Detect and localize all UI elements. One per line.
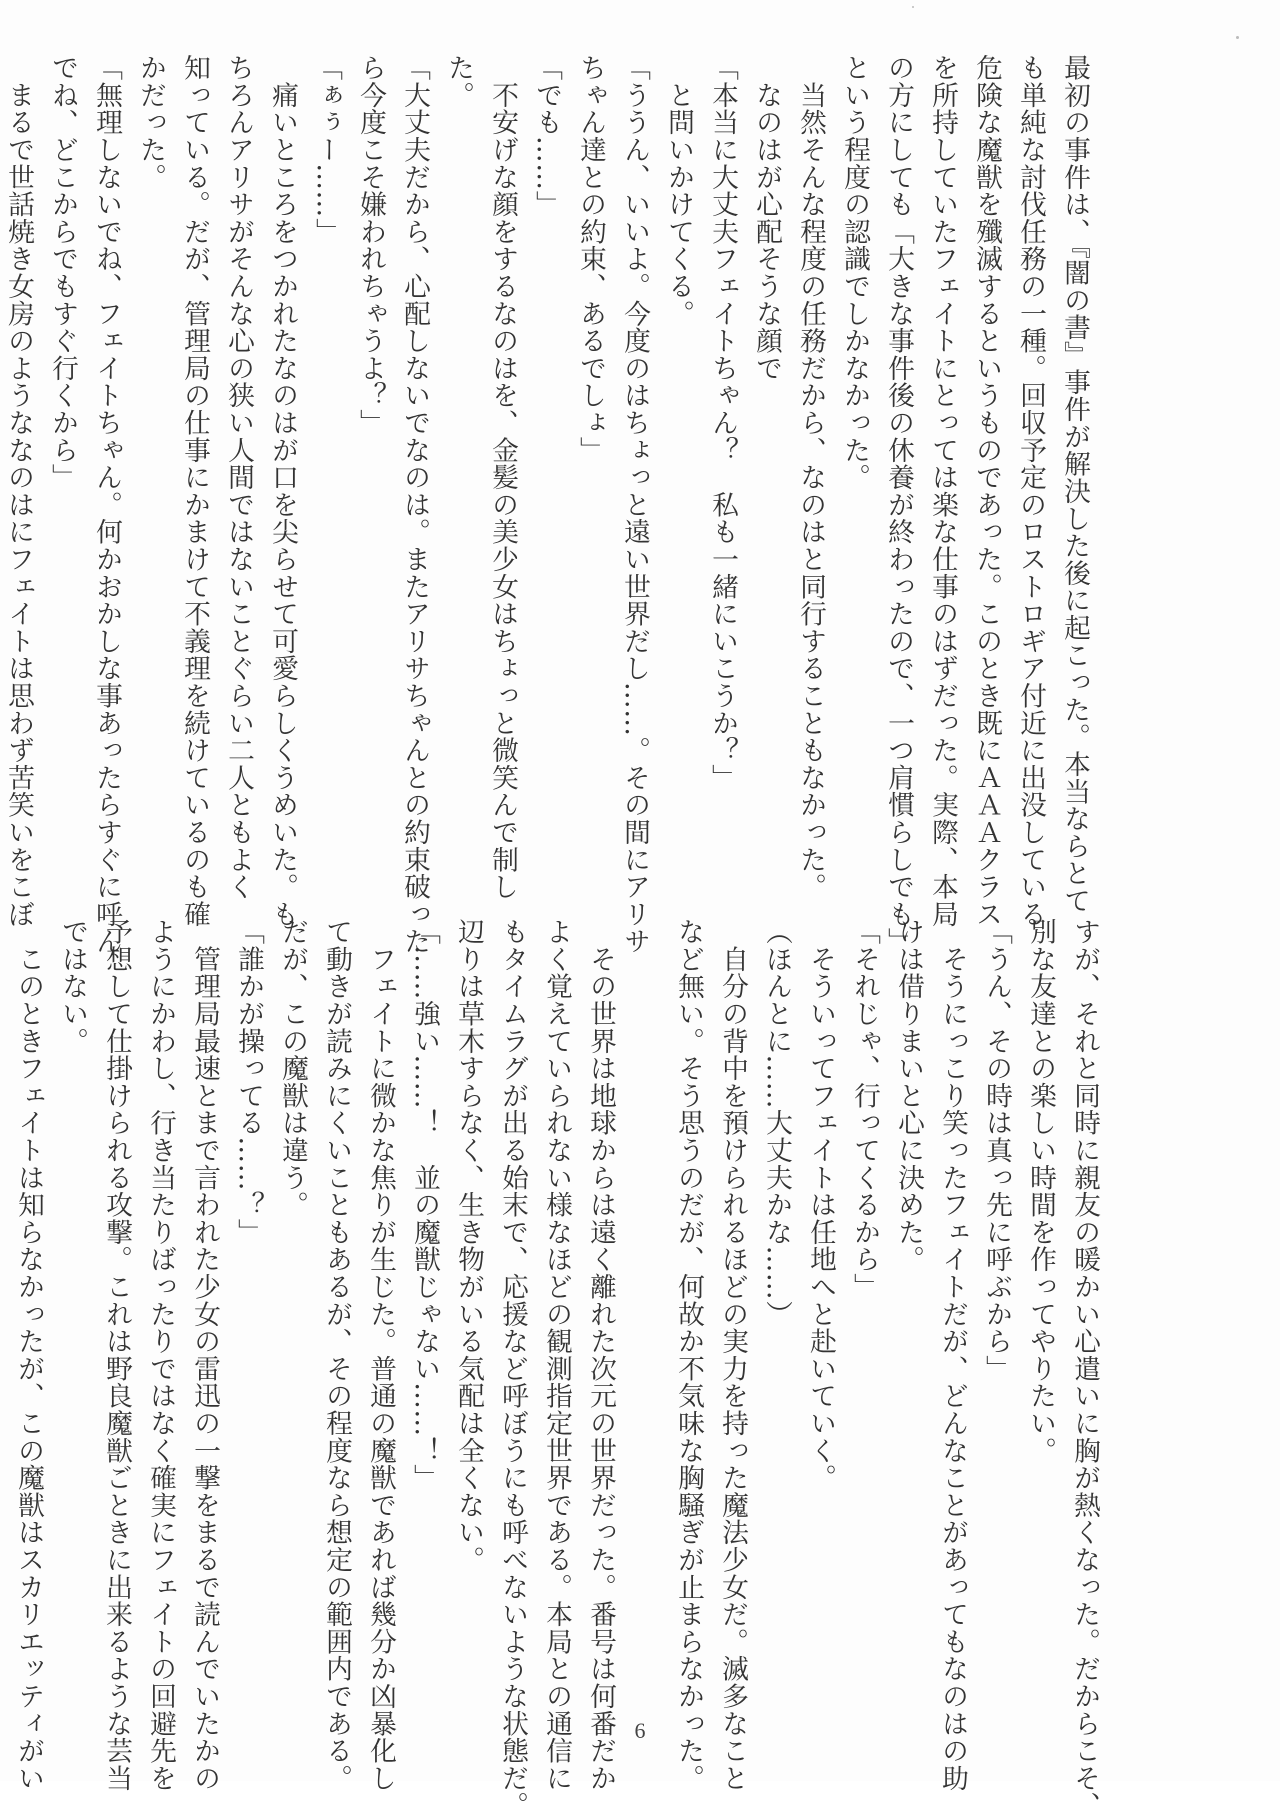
text-column: 知っている。だが、管理局の仕事にかまけて不義理を続けているのも確 [179, 54, 210, 928]
text-column: そういってフェイトは任地へと赴いていく。 [805, 918, 836, 1492]
text-column: 「ううん、いいよ。今度のはちょっと遠い世界だし……。その間にアリサ [619, 54, 650, 955]
text-column: でね、どこからでもすぐ行くから」 [47, 54, 78, 491]
text-column: 当然そんな程度の任務だから、なのはと同行することもなかった。 [795, 54, 826, 901]
text-column: 「本当に大丈夫フェイトちゃん？ 私も一緒にいこうか？」 [707, 54, 738, 792]
text-column: 「誰かが操ってる……？」 [233, 918, 264, 1246]
page-number: 6 [634, 1718, 646, 1743]
paper-speck [1236, 36, 1239, 39]
text-column: という程度の認識でしかなかった。 [839, 54, 870, 491]
lower-text-block [6, 918, 1106, 1819]
text-column: 自分の背中を預けられるほどの実力を持った魔法少女だ。滅多なこと [717, 918, 748, 1792]
text-column: て動きが読みにくいこともあるが、その程度なら想定の範囲内である。 [321, 918, 352, 1792]
text-column: を所持していたフェイトにとっては楽な仕事のはずだった。実際、本局 [927, 54, 958, 928]
text-column: （ほんとに……大丈夫かな……） [761, 918, 792, 1328]
text-column [622, 918, 666, 1718]
text-column: 別な友達との楽しい時間を作ってやりたい。 [1025, 918, 1056, 1464]
text-column: 「……強い……！ 並の魔獣じゃない……！」 [409, 918, 440, 1492]
text-column: 管理局最速とまで言われた少女の雷迅の一撃をまるで読んでいたかの [189, 918, 220, 1792]
text-column: そうにっこり笑ったフェイトだが、どんなことがあってもなのはの助 [937, 918, 968, 1792]
text-column: 最初の事件は、『闇の書』事件が解決した後に起こった。本当ならとて [1059, 54, 1090, 915]
text-column: 「無理しないでね、フェイトちゃん。何かおかしな事あったらすぐに呼ん [91, 54, 122, 955]
paper-speck [912, 6, 914, 8]
text-column: ら今度こそ嫌われちゃうよ？」 [355, 54, 386, 437]
text-column: なのはが心配そうな顔で [751, 54, 782, 382]
text-column: 「でも……」 [531, 54, 562, 218]
text-column: 「大丈夫だから、心配しないでなのは。またアリサちゃんとの約束破った [399, 54, 430, 955]
text-column: 危険な魔獣を殲滅するというものであった。このとき既にＡＡＡクラス [971, 54, 1002, 928]
text-column: ちゃん達との約束、あるでしょ」 [575, 54, 606, 464]
text-column: このときフェイトは知らなかったが、この魔獣はスカリエッティがい [13, 918, 44, 1792]
text-column: よく覚えていられない様なほどの観測指定世界である。本局との通信に [541, 918, 572, 1792]
text-column: ちろんアリサがそんな心の狭い人間ではないことぐらい二人ともよく [223, 54, 254, 901]
text-column: 予想して仕掛けられる攻撃。これは野良魔獣ごときに出来るような芸当 [101, 918, 132, 1792]
text-column: 不安げな顔をするなのはを、金髪の美少女はちょっと微笑んで制し [487, 54, 518, 901]
text-column: 辺りは草木すらなく、生き物がいる気配は全くない。 [453, 918, 484, 1574]
text-column: けは借りまいと心に決めた。 [893, 918, 924, 1273]
text-column: た。 [443, 54, 474, 109]
text-column: すが、それと同時に親友の暖かい心遣いに胸が熱くなった。だからこそ、 [1069, 918, 1100, 1819]
text-column: かだった。 [135, 54, 166, 191]
text-column: も単純な討伐任務の一種。回収予定のロストロギア付近に出没している [1015, 54, 1046, 928]
text-column: 「ぁぅー……」 [311, 54, 342, 246]
text-column: 「それじゃ、行ってくるから」 [849, 918, 880, 1301]
text-column: 痛いところをつかれたなのはが口を尖らせて可愛らしくうめいた。も [267, 54, 298, 928]
upper-text-block [0, 54, 1096, 955]
text-column: だが、この魔獣は違う。 [277, 918, 308, 1219]
text-column: もタイムラグが出る始末で、応援など呼ぼうにも呼べないような状態だ。 [497, 918, 528, 1819]
text-column: フェイトに微かな焦りが生じた。普通の魔獣であれば幾分か凶暴化し [365, 918, 396, 1792]
text-column: と問いかけてくる。 [663, 54, 694, 327]
text-column: まるで世話焼き女房のようななのはにフェイトは思わず苦笑いをこぼ [3, 54, 34, 928]
text-column: その世界は地球からは遠く離れた次元の世界だった。番号は何番だか [585, 918, 616, 1792]
text-column: 「うん、その時は真っ先に呼ぶから」 [981, 918, 1012, 1383]
text-column: など無い。そう思うのだが、何故か不気味な胸騒ぎが止まらなかった。 [673, 918, 704, 1792]
text-column: ではない。 [57, 918, 88, 1055]
text-column: の方にしても「大きな事件後の休養が終わったので、一つ肩慣らしでも」 [883, 54, 914, 955]
text-column: ようにかわし、行き当たりばったりではなく確実にフェイトの回避先を [145, 918, 176, 1792]
